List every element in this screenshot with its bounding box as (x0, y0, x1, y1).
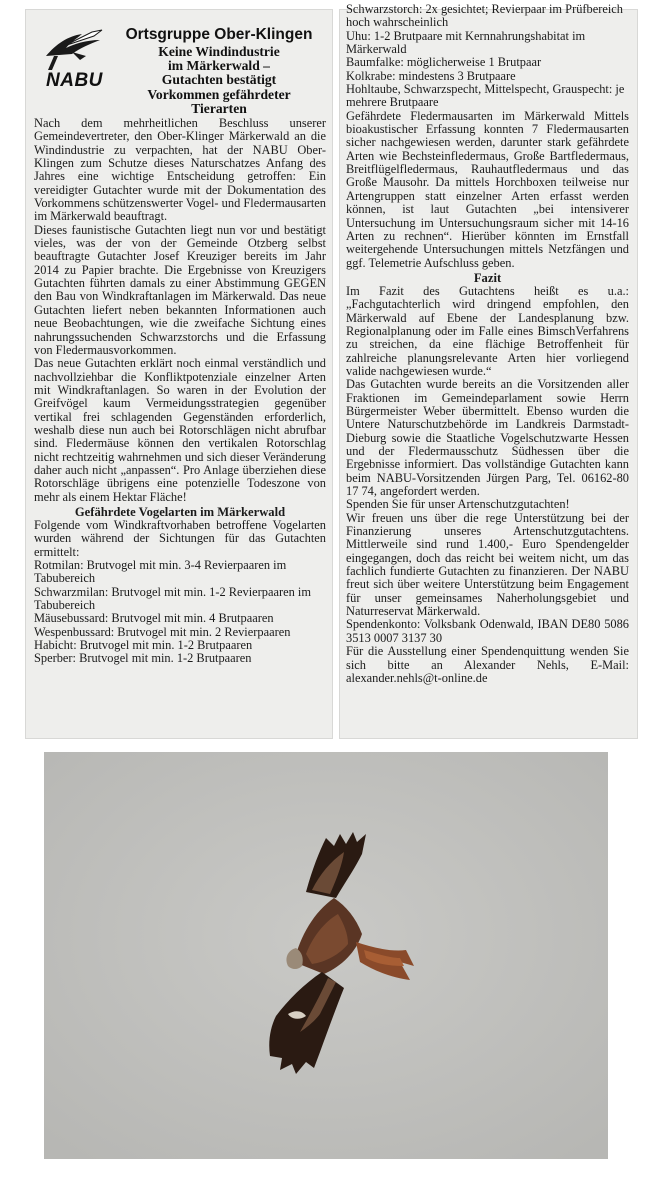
article-header (34, 10, 326, 116)
section-title-fazit: Fazit (473, 270, 502, 285)
list-item: Sperber: Brutvogel mit min. 1-2 Brutpaaren (34, 651, 252, 666)
headline-line: Tierarten (191, 100, 247, 116)
paragraph: Spendenkonto: Volksbank Odenwald, IBAN DE80 5086 3513 0007 3137 30 (346, 617, 629, 645)
logo-text: NABU (46, 70, 103, 91)
article-left-column (26, 10, 332, 738)
red-kite-photo (44, 752, 608, 1159)
article-headline (112, 45, 326, 116)
list-item: Mäusebussard: Brutvogel mit min. 4 Brutpaaren (34, 611, 274, 626)
nabu-logo (34, 26, 112, 92)
section-title-birds: Gefährdete Vogelarten im Märkerwald (74, 504, 286, 519)
list-item: Schwarzstorch: 2x gesichtet; Revierpaar im Prüfbereich hoch wahrscheinlich (346, 2, 623, 30)
paragraph: Spenden Sie für unser Artenschutzgutachten! (346, 497, 570, 512)
article-right-column (340, 2, 637, 738)
group-title: Ortsgruppe Ober-Klingen (125, 26, 313, 43)
paragraph: Wir freuen uns über die rege Unterstützung bei der Finanzierung unseres Artenschutzgutachtens. Mittlerweile sind rund 1.400,- Euro Spendengelder eingegangen, doch das reicht bei weitem nicht, um das fachlich fundierte Gutachten zu finanzieren. Der NABU freut sich über weitere Unterstützung beim Engagement für unser gemeinsames Naherholungsgebiet und Naturreservat Märkerwald. (346, 510, 629, 619)
paragraph: Das Gutachten wurde bereits an die Vorsitzenden aller Fraktionen im Gemeindeparlament sowie Herrn Bürgermeister Weber übermittelt. Ebenso wurden die Untere Naturschutzbehörde im Landkreis Darmstadt-Dieburg sowie die Staatliche Vogelschutzwarte Hessen und der Fledermausschutz Südhessen über die Ergebnisse informiert. Das vollständige Gutachten kann beim NABU-Vorsitzenden Jürgen Parg, Tel. 06162-80 17 74, angefordert werden. (346, 377, 629, 499)
paragraph: Für die Ausstellung einer Spendenquittung wenden Sie sich bitte an Alexander Nehls, E-Mail: alexander.nehls@t-online.de (346, 644, 629, 685)
species-list (346, 3, 629, 110)
paragraph: Das neue Gutachten erklärt noch einmal verständlich und nachvollziehbar die Konfliktpotenziale einzelner Arten mit Windkraftanlagen. So waren in der Evolution der Greifvögel kaum Vermeidungsstrategien gegenüber vertikal frei schlagenden Gegenständen erforderlich, weshalb diese nun auch bei Rotorschlägen nicht abrufbar sind. Fledermäuse können den vertikalen Rotorschlag nicht rechtzeitig wahrnehmen und sich dieser Veränderung daher auch nicht „anpassen“. Pro Anlage überziehen diese Rotorschläge übrigens eine potenzielle Todeszone von mehr als einem Hektar Fläche! (34, 356, 326, 504)
list-item: Wespenbussard: Brutvogel mit min. 2 Revierpaaren (34, 624, 291, 639)
paragraph: Dieses faunistische Gutachten liegt nun vor und bestätigt vieles, was der von der Gemeinde Otzberg selbst beauftragte Gutachter Josef Kreuziger bereits im Jahr 2014 zu Papier brachte. Die Ergebnisse von Kreuzigers Gutachten führten damals zu einer Abstimmung GEGEN den Bau von Windkraftanlagen im Märkerwald. Das neue Gutachten liefert neben bekannten Informationen auch neue Beobachtungen, wie die zweifache Sichtung eines nahrungssuchenden Schwarzstorchs und die Erfassung von Fledermausvorkommen. (34, 222, 326, 357)
list-item: Kolkrabe: mindestens 3 Brutpaare (346, 68, 516, 83)
headline-line: im Märkerwald – (168, 58, 270, 74)
paragraph: Im Fazit des Gutachtens heißt es u.a.: „Fachgutachterlich wird dringend empfohlen, den Märkerwald auf Ebene der Landesplanung bzw. Regionalplanung oder im Falle eines BimschVerfahrens zu streichen, da eine flächige Betroffenheit für zahlreiche planungsrelevante Arten hier vorliegend valide nachgewiesen wurde.“ (346, 283, 629, 378)
species-list (34, 559, 326, 666)
list-item: Uhu: 1-2 Brutpaare mit Kernnahrungshabitat im Märkerwald (346, 28, 586, 57)
paragraph: Gefährdete Fledermausarten im Märkerwald Mittels bioakustischer Erfassung konnten 7 Fledermausarten sicher nachgewiesen werden, darunter stark gefährdete Arten wie Bechsteinfledermaus, Große Bartfledermaus, Breitflügelfledermaus, Rauhautfledermaus und das Große Mausohr. Da mittels Horchboxen teilweise nur Artengruppen statt einzelner Arten erfasst werden können, ist laut Gutachten „bei intensiverer Untersuchung im Untersuchungsraum sicher mit 14-16 Arten zu rechnen“. Hierüber könnten im Ernstfall weitergehende Untersuchungen mittels Netzfängen und ggf. Telemetrie Aufschluss geben. (346, 108, 629, 270)
headline-line: Gutachten bestätigt (161, 72, 277, 88)
list-item: Habicht: Brutvogel mit min. 1-2 Brutpaaren (34, 638, 253, 653)
paragraph: Folgende vom Windkraftvorhaben betroffene Vogelarten wurden während der Sichtungen für das Gutachten ermittelt: (34, 517, 326, 559)
headline-line: Vorkommen gefährdeter (147, 86, 291, 102)
list-item: Schwarzmilan: Brutvogel mit min. 1-2 Revierpaaren im Tabubereich (34, 584, 311, 613)
red-kite-photo (44, 752, 608, 1159)
list-item: Rotmilan: Brutvogel mit min. 3-4 Revierpaaren im Tabubereich (34, 558, 287, 586)
headline-line: Keine Windindustrie (158, 44, 280, 59)
list-item: Hohltaube, Schwarzspecht, Mittelspecht, Grauspecht: je mehrere Brutpaare (346, 82, 625, 110)
nabu-stork-icon (42, 26, 108, 74)
list-item: Baumfalke: möglicherweise 1 Brutpaar (346, 55, 542, 70)
paragraph: Nach dem mehrheitlichen Beschluss unserer Gemeindevertreter, den Ober-Klinger Märkerwald an die Windindustrie zu verpachten, hat der NABU Ober-Klingen zum Schutze dieses Naturschatzes Anfang des Jahres eine wichtige Entscheidung getroffen: Ein vereidigter Gutachter wurde mit der Dokumentation des Vorkommens schützenswerter Vogel- und Fledermausarten im Märkerwald beauftragt. (34, 116, 326, 224)
